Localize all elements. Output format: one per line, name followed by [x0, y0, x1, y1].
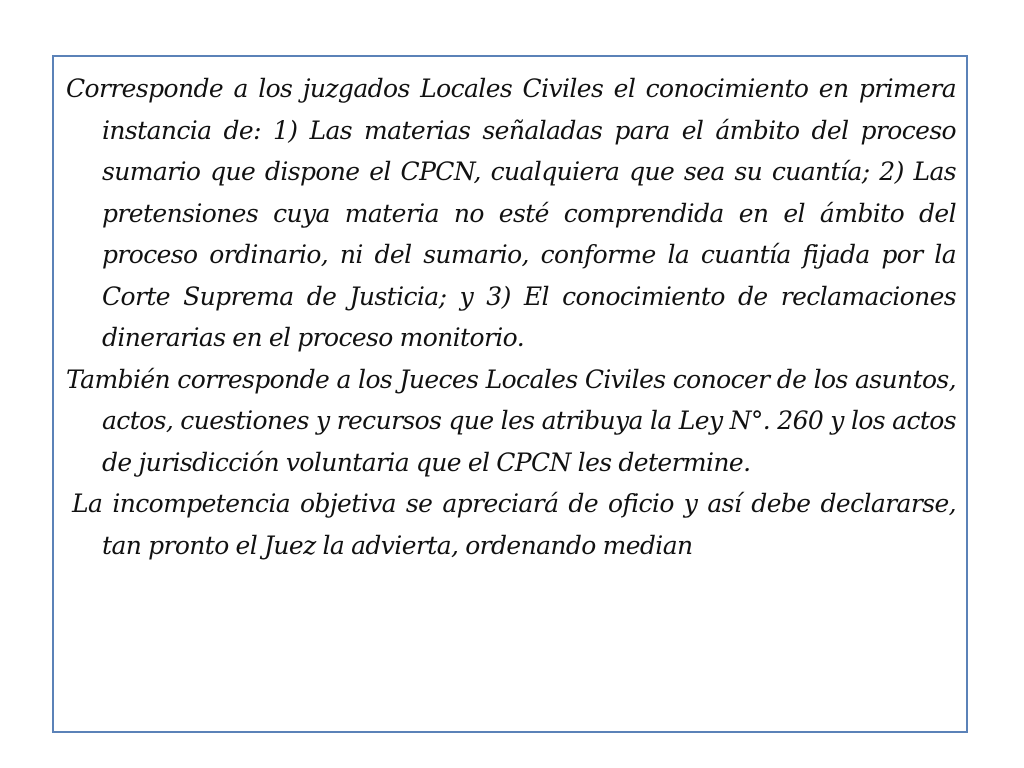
paragraph-competencia: Corresponde a los juzgados Locales Civiles el conocimiento en primera instancia de: 1) Las materias señaladas para el ámbito del proceso sumario que dispone el CPCN, cualquiera que sea su cuantía; 2) Las pretensiones cuya materia no esté comprendida en el ámbito del proceso ordinario, ni del sumario, conforme la cuantía fijada por la Corte Suprema de Justicia; y 3) El conocimiento de reclamaciones dinerarias en el proceso monitorio. [66, 74, 956, 352]
paragraph-incompetencia: La incompetencia objetiva se apreciará de oficio y así debe declararse, tan pronto el Juez la advierta, ordenando median [72, 489, 956, 560]
text-box [52, 55, 968, 733]
paragraph-jueces-locales: También corresponde a los Jueces Locales Civiles conocer de los asuntos, actos, cuestiones y recursos que les atribuya la Ley N°. 260 y los actos de jurisdicción voluntaria que el CPCN les determine. [66, 364, 956, 477]
